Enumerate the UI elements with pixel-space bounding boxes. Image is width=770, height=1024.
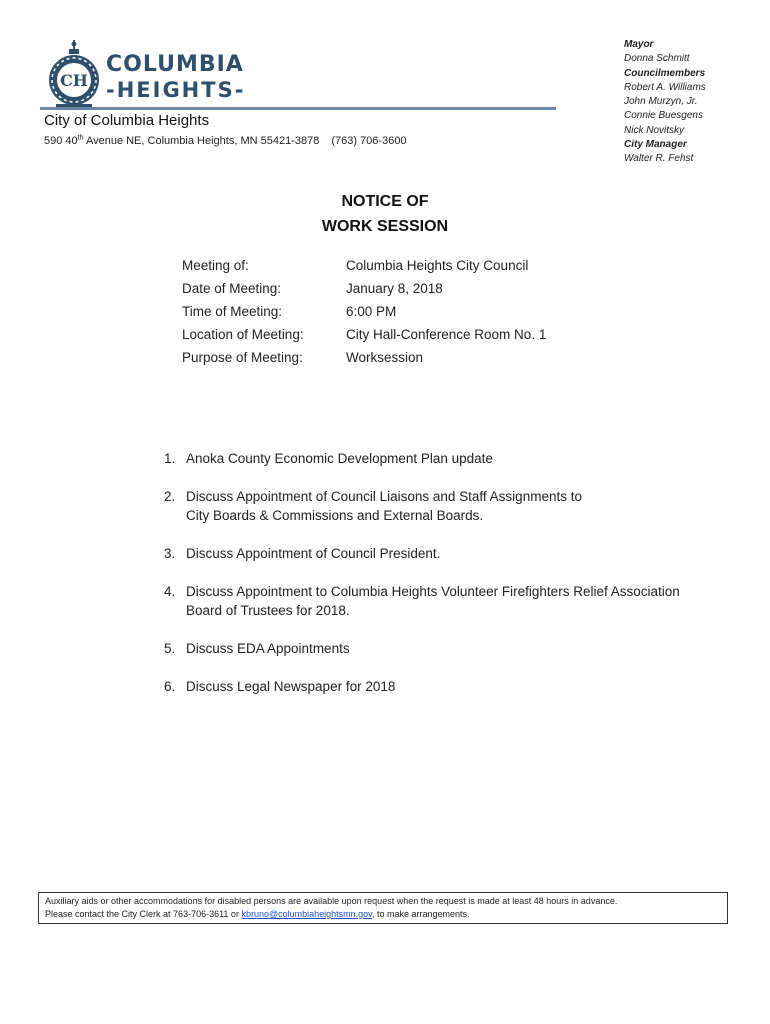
header-divider (40, 107, 556, 110)
detail-label: Meeting of: (182, 258, 249, 273)
footer-contact-text: Please contact the City Clerk at 763-706-3611 or (45, 909, 242, 919)
detail-label: Time of Meeting: (182, 304, 283, 319)
detail-label: Purpose of Meeting: (182, 350, 303, 365)
detail-label: Date of Meeting: (182, 281, 282, 296)
city-phone: (763) 706-3600 (331, 135, 407, 147)
official-name: Robert A. Williams (624, 81, 706, 93)
agenda-text: Discuss Legal Newspaper for 2018 (186, 679, 396, 694)
agenda-text: Board of Trustees for 2018. (186, 603, 350, 618)
officials-list (624, 38, 764, 167)
logo-line2: -HEIGHTS- (106, 78, 246, 102)
detail-value: January 8, 2018 (346, 281, 443, 296)
official-name: Nick Novitsky (624, 124, 685, 136)
agenda-number: 1. (164, 451, 176, 466)
agenda-text: Anoka County Economic Development Plan update (186, 451, 493, 466)
official-name: Donna Schmitt (624, 53, 690, 65)
notice-title-line2: WORK SESSION (321, 218, 449, 235)
city-logo (44, 38, 246, 110)
footer-line1: Auxiliary aids or other accommodations for disabled persons are available upon request when the request is made at least 48 hours in advance. (45, 896, 618, 906)
seal-icon (44, 38, 104, 110)
official-role: City Manager (624, 139, 687, 151)
notice-title-line1: NOTICE OF (341, 193, 429, 210)
agenda-item (164, 449, 754, 468)
official-role: Councilmembers (624, 67, 706, 79)
agenda-number: 4. (164, 584, 176, 599)
address-superscript: th (77, 134, 84, 142)
clerk-email-link[interactable]: kbruno@columbiaheightsmn.gov (241, 909, 372, 919)
agenda-item (164, 677, 754, 696)
official-role: Mayor (624, 39, 654, 50)
footer-closing-text: , to make arrangements. (372, 909, 470, 919)
city-address (44, 135, 407, 147)
accessibility-notice (38, 892, 728, 924)
agenda-text: Discuss Appointment of Council Liaisons and Staff Assignments to (186, 489, 582, 504)
detail-value: 6:00 PM (346, 304, 397, 319)
agenda-item (164, 582, 754, 620)
logo-line1: COLUMBIA (106, 52, 244, 77)
official-name: Connie Buesgens (624, 110, 703, 122)
agenda-number: 3. (164, 546, 176, 561)
agenda-item (164, 544, 754, 563)
agenda-number: 6. (164, 679, 176, 694)
agenda-number: 2. (164, 489, 176, 504)
city-name: City of Columbia Heights (44, 112, 210, 129)
agenda-text: Discuss Appointment to Columbia Heights Volunteer Firefighters Relief Association (186, 584, 680, 599)
agenda-text: City Boards & Commissions and External Boards. (186, 508, 484, 523)
agenda-list (164, 449, 754, 715)
agenda-text: Discuss EDA Appointments (186, 641, 350, 656)
address-number: 590 40 (44, 135, 78, 147)
agenda-number: 5. (164, 641, 176, 656)
address-rest: Avenue NE, Columbia Heights, MN 55421-3878 (83, 135, 320, 147)
logo-monogram: CH (60, 71, 88, 90)
detail-label: Location of Meeting: (182, 327, 304, 342)
agenda-text: Discuss Appointment of Council President. (186, 546, 441, 561)
detail-value: Worksession (346, 350, 424, 365)
detail-value: City Hall-Conference Room No. 1 (346, 327, 547, 342)
agenda-item (164, 487, 754, 525)
agenda-item (164, 639, 754, 658)
detail-value: Columbia Heights City Council (346, 258, 529, 273)
official-name: Walter R. Fehst (624, 153, 694, 165)
footer-line2 (45, 908, 721, 921)
official-name: John Murzyn, Jr. (624, 96, 698, 108)
